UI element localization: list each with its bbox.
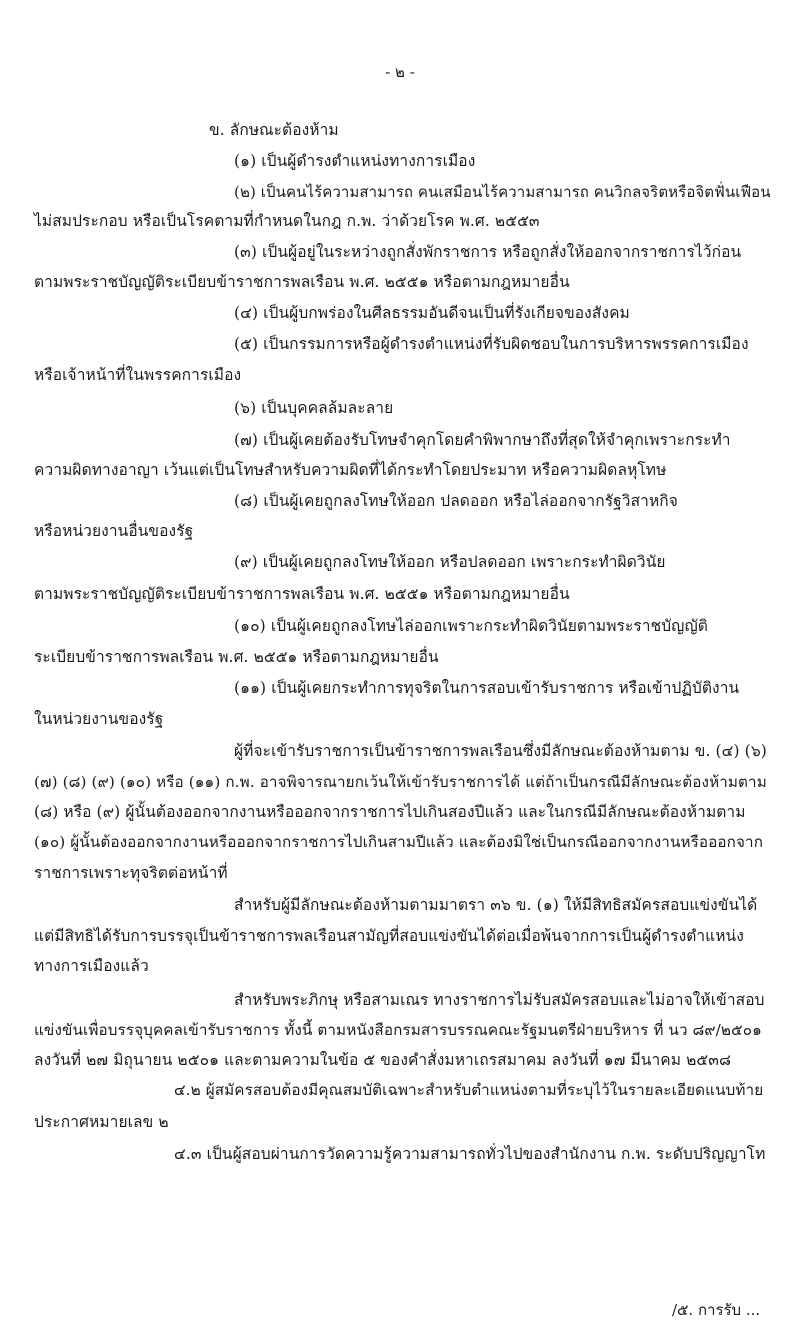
text-line: สำหรับพระภิกษุ หรือสามเณร ทางราชการไม่รับสมัครสอบและไม่อาจให้เข้าสอบ [234, 991, 765, 1009]
text-line: แต่มีสิทธิได้รับการบรรจุเป็นข้าราชการพลเรือนสามัญที่สอบแข่งขันได้ต่อเมื่อพ้นจากการเป็นผู้ดำรงตำแหน่ง [34, 927, 744, 945]
text-line: ความผิดทางอาญา เว้นแต่เป็นโทษสำหรับความผิดที่ได้กระทำโดยประมาท หรือความผิดลหุโทษ [34, 461, 667, 479]
text-line: (๗) (๘) (๙) (๑๐) หรือ (๑๑) ก.พ. อาจพิจารณายกเว้นให้เข้ารับราชการได้ แต่ถ้าเป็นกรณีมีลักษณะต้องห้ามตาม [34, 773, 767, 791]
text-line: (๔) เป็นผู้บกพร่องในศีลธรรมอันดีจนเป็นที่รังเกียจของสังคม [234, 304, 630, 322]
text-line: หรือหน่วยงานอื่นของรัฐ [34, 522, 194, 540]
text-line: ระเบียบข้าราชการพลเรือน พ.ศ. ๒๕๕๑ หรือตามกฎหมายอื่น [34, 648, 439, 666]
text-line: ราชการเพราะทุจริตต่อหน้าที่ [34, 864, 228, 882]
text-line: (๘) เป็นผู้เคยถูกลงโทษให้ออก ปลดออก หรือไล่ออกจากรัฐวิสาหกิจ [234, 492, 678, 510]
text-line: (๓) เป็นผู้อยู่ในระหว่างถูกสั่งพักราชการ หรือถูกสั่งให้ออกจากราชการไว้ก่อน [234, 243, 742, 261]
page-number: - ๒ - [385, 63, 415, 81]
text-line: (๖) เป็นบุคคลล้มละลาย [234, 399, 394, 417]
text-line: หรือเจ้าหน้าที่ในพรรคการเมือง [34, 366, 242, 384]
text-line: (๕) เป็นกรรมการหรือผู้ดำรงตำแหน่งที่รับผิดชอบในการบริหารพรรคการเมือง [234, 335, 749, 353]
text-line: ลงวันที่ ๒๗ มิถุนายน ๒๕๐๑ และตามความในข้อ ๕ ของคำสั่งมหาเถรสมาคม ลงวันที่ ๑๗ มีนาคม ๒๕๓๘ [34, 1051, 732, 1069]
text-line: ทางการเมืองแล้ว [34, 957, 149, 975]
text-line: (๗) เป็นผู้เคยต้องรับโทษจำคุกโดยคำพิพากษาถึงที่สุดให้จำคุกเพราะกระทำ [234, 431, 731, 449]
text-line: ประกาศหมายเลข ๒ [34, 1113, 169, 1131]
page-continuation-footer: /๕. การรับ ... [672, 1301, 761, 1319]
text-line: (๑๐) เป็นผู้เคยถูกลงโทษไล่ออกเพราะกระทำผิดวินัยตามพระราชบัญญัติ [234, 617, 708, 635]
text-line: ไม่สมประกอบ หรือเป็นโรคตามที่กำหนดในกฎ ก.พ. ว่าด้วยโรค พ.ศ. ๒๕๕๓ [34, 212, 540, 230]
text-line: ตามพระราชบัญญัติระเบียบข้าราชการพลเรือน พ.ศ. ๒๕๕๑ หรือตามกฎหมายอื่น [34, 585, 570, 603]
section-heading: ข. ลักษณะต้องห้าม [209, 121, 339, 139]
text-line: ผู้ที่จะเข้ารับราชการเป็นข้าราชการพลเรือนซึ่งมีลักษณะต้องห้ามตาม ข. (๔) (๖) [234, 742, 767, 760]
text-line: ๔.๓ เป็นผู้สอบผ่านการวัดความรู้ความสามารถทั่วไปของสำนักงาน ก.พ. ระดับปริญญาโท [174, 1145, 766, 1163]
text-line: (๑๐) ผู้นั้นต้องออกจากงานหรือออกจากราชการไปเกินสามปีแล้ว และต้องมิใช่เป็นกรณีออกจากงานหรือออกจาก [34, 833, 764, 851]
text-line: แข่งขันเพื่อบรรจุบุคคลเข้ารับราชการ ทั้งนี้ ตามหนังสือกรมสารบรรณคณะรัฐมนตรีฝ่ายบริหาร ที่ นว ๘๙/๒๕๐๑ [34, 1021, 762, 1039]
text-line: ตามพระราชบัญญัติระเบียบข้าราชการพลเรือน พ.ศ. ๒๕๕๑ หรือตามกฎหมายอื่น [34, 273, 570, 291]
text-line: (๒) เป็นคนไร้ความสามารถ คนเสมือนไร้ความสามารถ คนวิกลจริตหรือจิตฟั่นเฟือน [234, 183, 771, 201]
text-line: ๔.๒ ผู้สมัครสอบต้องมีคุณสมบัติเฉพาะสำหรับตำแหน่งตามที่ระบุไว้ในรายละเอียดแนบท้าย [174, 1081, 764, 1099]
text-line: (๑) เป็นผู้ดำรงตำแหน่งทางการเมือง [234, 152, 476, 170]
text-line: สำหรับผู้มีลักษณะต้องห้ามตามมาตรา ๓๖ ข. (๑) ให้มีสิทธิสมัครสอบแข่งขันได้ [234, 896, 758, 914]
text-line: (๘) หรือ (๙) ผู้นั้นต้องออกจากงานหรือออกจากราชการไปเกินสองปีแล้ว และในกรณีมีลักษณะต้องห้ามตาม [34, 803, 746, 821]
text-line: ในหน่วยงานของรัฐ [34, 710, 164, 728]
text-line: (๙) เป็นผู้เคยถูกลงโทษให้ออก หรือปลดออก เพราะกระทำผิดวินัย [234, 553, 666, 571]
text-line: (๑๑) เป็นผู้เคยกระทำการทุจริตในการสอบเข้ารับราชการ หรือเข้าปฏิบัติงาน [234, 679, 740, 697]
